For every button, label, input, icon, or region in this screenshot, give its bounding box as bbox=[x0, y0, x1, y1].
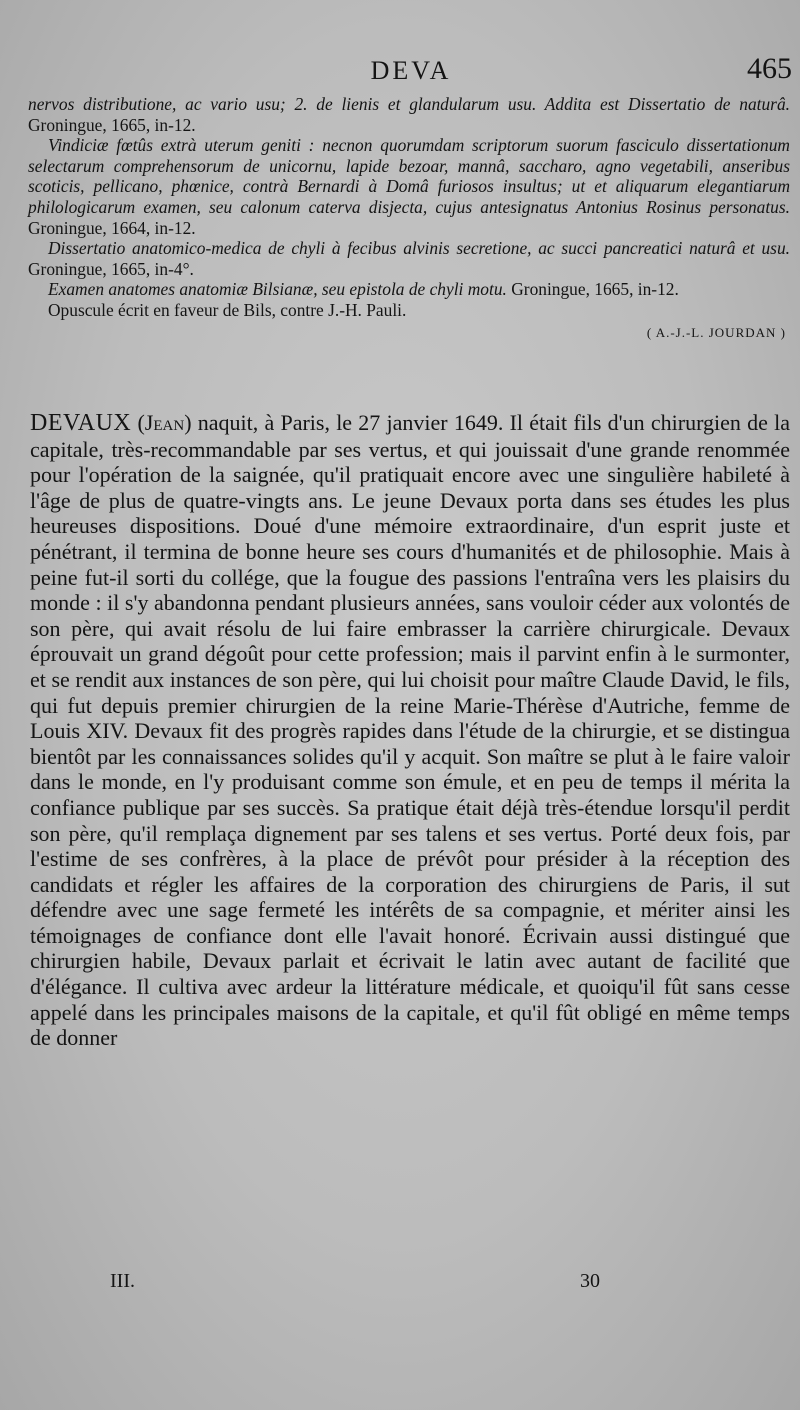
bibliography-entry bbox=[28, 279, 790, 300]
bibliography-entry bbox=[28, 135, 790, 238]
bibliography-section bbox=[28, 94, 790, 343]
entry-imprint: Groningue, 1664, in-12. bbox=[28, 217, 196, 238]
entry-title: Vindiciæ fœtûs extrà uterum geniti : necnon quorumdam scriptorum suorum fasciculo dissertationum selectarum comprehensorum de unicornu, lapide bezoar, mannâ, saccharo, agno vegetabili, anseribus scoticis, pellicano, phœnice, contrà Bernardi à Domâ furiosos insultus; ut et aliquarum elegantiarum philologicarum examen, seu calonum caterva disjecta, cujus antesignatus Antonius Rosinus personatus. bbox=[28, 135, 790, 217]
signature-mark: III. bbox=[110, 1270, 135, 1292]
name-close: ) bbox=[184, 410, 192, 435]
bibliography-note bbox=[28, 300, 790, 321]
page-header bbox=[30, 52, 792, 92]
first-name: Jean bbox=[144, 410, 185, 435]
article-text: naquit, à Paris, le 27 janvier 1649. Il était fils d'un chirurgien de la capitale, très-recommandable par ses vertus, et qui jouissait d'une grande renommée pour l'opération de la saignée, qu'il pratiquait encore avec une singulière habileté à l'âge de plus de quatre-vingts ans. Le jeune Devaux porta dans ses études les plus heureuses dispositions. Doué d'une mémoire extraordinaire, d'un esprit juste et pénétrant, il termina de bonne heure ses cours d'humanités et de philosophie. Mais à peine fut-il sorti du collége, que la fougue des passions l'entraîna vers les plaisirs du monde : il s'y abandonna pendant plusieurs années, sans vouloir céder aux volontés de son père, qui avait résolu de lui faire embrasser la carrière chirurgicale. Devaux éprouvait un grand dégoût pour cette profession; mais il parvint enfin à le surmonter, et se rendit aux instances de son père, qui lui choisit pour maître Claude David, le fils, qui fut depuis premier chirurgien de la reine Marie-Thérèse d'Autriche, femme de Louis XIV. Devaux fit des progrès rapides dans l'étude de la chirurgie, et se distingua bientôt par les connaissances solides qu'il y acquit. Son maître se plut à le faire valoir dans le monde, en l'y produisant comme son émule, et en peu de temps il mérita la confiance publique par ses succès. Sa pratique était déjà très-étendue lorsqu'il perdit son père, qu'il remplaça dignement par ses talens et ses vertus. Porté deux fois, par l'estime de ses confrères, à la place de prévôt pour présider à la réception des candidats et régler les affaires de la corporation des chirurgiens de Paris, il sut défendre avec une sage fermeté les intérêts de sa compagnie, et mériter ainsi les témoignages de confiance dont elle l'avait honoré. Écrivain aussi distingué que chirurgien habile, Devaux parlait et écrivait le latin avec autant de facilité que d'élégance. Il cultiva avec ardeur la littérature médicale, et quoiqu'il fût sans cesse appelé dans les principales maisons de la capitale, et qu'il fût obligé en même temps de donner bbox=[30, 410, 790, 1051]
entry-title: Examen anatomes anatomiæ Bilsianæ, seu epistola de chyli motu. bbox=[48, 279, 507, 300]
page-footer bbox=[110, 1270, 640, 1300]
entry-title: Dissertatio anatomico-medica de chyli à fecibus alvinis secretione, ac succi pancreatici naturâ et usu. bbox=[48, 238, 790, 259]
running-head: DEVA bbox=[370, 56, 452, 85]
bibliography-entry bbox=[28, 94, 790, 135]
entry-imprint: Groningue, 1665, in-12. bbox=[506, 279, 679, 300]
author-signature: ( A.-J.-L. JOURDAN ) bbox=[646, 324, 786, 340]
sheet-number: 30 bbox=[580, 1270, 600, 1292]
bibliography-entry bbox=[28, 238, 790, 279]
entry-imprint: Groningue, 1665, in-4°. bbox=[28, 258, 194, 279]
article-body bbox=[30, 410, 790, 1051]
article-headword: DEVAUX bbox=[30, 410, 132, 436]
entry-imprint: Groningue, 1665, in-12. bbox=[28, 114, 196, 135]
name-open: ( bbox=[131, 410, 145, 435]
entry-title: nervos distributione, ac vario usu; 2. de lienis et glandularum usu. Addita est Dissertatio de naturâ. bbox=[28, 94, 790, 114]
page-number: 465 bbox=[747, 52, 792, 85]
article-paragraph bbox=[30, 410, 790, 1051]
note-text: Opuscule écrit en faveur de Bils, contre J.-H. Pauli. bbox=[48, 299, 407, 320]
